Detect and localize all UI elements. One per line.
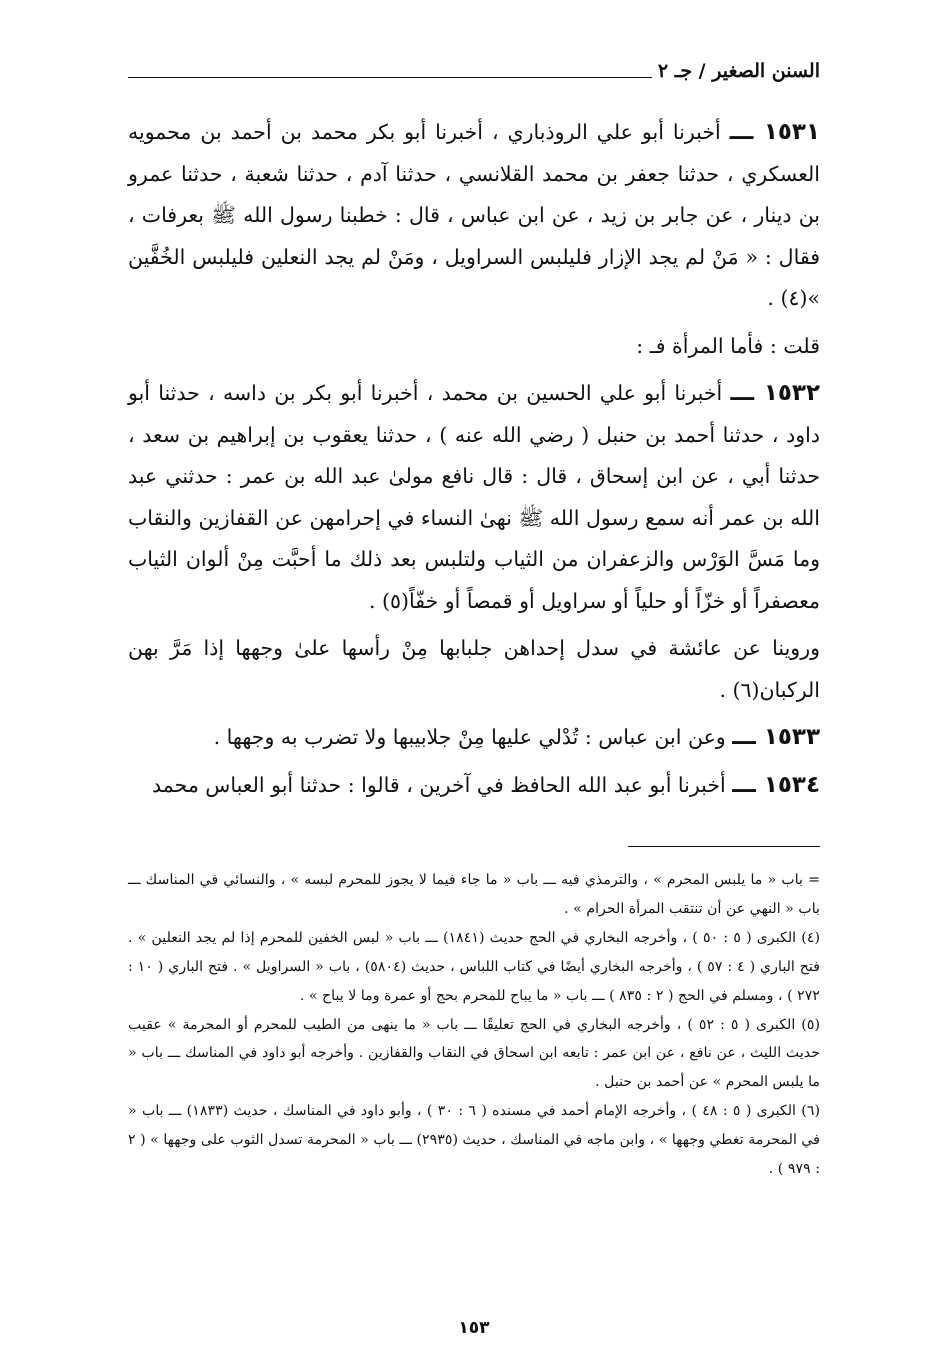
hadith-paragraph bbox=[128, 717, 820, 759]
paragraph-text: وروينا عن عائشة في سدل إحداهن جلبابها مِنْ رأسها علىٰ وجهها إذا مَرَّ بهن الركبان(٦) . bbox=[128, 636, 820, 702]
paragraph-text: قلت : فأما المرأة فـ : bbox=[636, 333, 820, 358]
hadith-number: ١٥٣٣ ـــ bbox=[732, 724, 820, 750]
hadith-text: أخبرنا أبو عبد الله الحافظ في آخرين ، قالوا : حدثنا أبو العباس محمد bbox=[151, 772, 726, 797]
page-number: ١٥٣ bbox=[458, 1318, 490, 1338]
header-rule bbox=[128, 77, 652, 78]
footnotes bbox=[128, 866, 820, 1184]
hadith-text: أخبرنا أبو علي الروذباري ، أخبرنا أبو بكر محمد بن أحمد بن محمويه العسكري ، حدثنا جعفر بن محمد القلانسي ، حدثنا آدم ، حدثنا شعبة ، حدثنا عمرو بن دينار ، عن جابر بن زيد ، عن ابن عباس ، قال : خطبنا رسول الله ﷺ بعرفات ، فقال : « مَنْ لم يجد الإزار فليلبس السراويل ، ومَنْ لم يجد النعلين فليلبس الخُفَّين »(٤) . bbox=[128, 120, 820, 310]
footnote: (٦) الكبرى ( ٥ : ٤٨ ) ، وأخرجه الإمام أحمد في مسنده ( ٦ : ٣٠ ) ، وأبو داود في المناسك ، حديث (١٨٣٣) ـــ باب « في المحرمة تغطي وجهها » ، وابن ماجه في المناسك ، حديث (٢٩٣٥) ـــ باب « المحرمة تسدل الثوب على وجهها » ( ٢ : ٩٧٩ ) . bbox=[127, 1103, 821, 1178]
running-header bbox=[128, 52, 820, 84]
hadith-paragraph bbox=[128, 765, 820, 807]
hadith-number: ١٥٣٢ ـــ bbox=[730, 380, 820, 406]
note-paragraph bbox=[128, 628, 820, 711]
footnote-separator bbox=[628, 846, 820, 847]
note-paragraph bbox=[128, 326, 820, 368]
footnote: (٥) الكبرى ( ٥ : ٥٢ ) ، وأخرجه البخاري في الحج تعليقًا ـــ باب « ما ينهى من الطيب للمحرم أو المحرمة » عقيب حديث الليث ، عن نافع ، عن ابن عمر : تابعه ابن اسحاق في النقاب والقفازين . وأخرجه أبو داود في المناسك ـــ باب « ما يلبس المحرم » عن أحمد بن حنبل . bbox=[128, 1016, 820, 1091]
footnote: = باب « ما يلبس المحرم » ، والترمذي فيه ـــ باب « ما جاء فيما لا يجوز للمحرم لبسه » ، والنسائي في المناسك ـــ باب « النهي عن أن تنتقب المرأة الحرام » . bbox=[128, 872, 820, 917]
footnote: (٤) الكبرى ( ٥ : ٥٠ ) ، وأخرجه البخاري في الحج حديث (١٨٤١) ـــ باب « لبس الخفين للمحرم إذا لم يجد النعلين » . فتح الباري ( ٤ : ٥٧ ) ، وأخرجه البخاري أيضًا في كتاب اللباس ، حديث (٥٨٠٤) ، باب « السراويل » . فتح الباري ( ١٠ : ٢٧٢ ) ، ومسلم في الحج ( ٢ : ٨٣٥ ) ـــ باب « ما يباح للمحرم بحج أو عمرة وما لا يباح » . bbox=[128, 929, 820, 1004]
running-header-title: السنن الصغير / جـ ٢ bbox=[657, 60, 820, 82]
hadith-paragraph bbox=[128, 373, 820, 622]
hadith-paragraph bbox=[128, 112, 820, 320]
hadith-text: وعن ابن عباس : تُدْلي عليها مِنْ جلابيبها ولا تضرب به وجهها . bbox=[213, 725, 726, 749]
hadith-number: ١٥٣١ ـــ bbox=[729, 119, 820, 145]
hadith-number: ١٥٣٤ ـــ bbox=[732, 771, 820, 798]
main-text bbox=[128, 112, 820, 806]
hadith-text: أخبرنا أبو علي الحسين بن محمد ، أخبرنا أبو بكر بن داسه ، حدثنا أبو داود ، حدثنا أحمد بن حنبل ( رضي الله عنه ) ، حدثنا يعقوب بن إبراهيم بن سعد ، حدثنا أبي ، عن ابن إسحاق ، قال : قال نافع مولىٰ عبد الله بن عمر : حدثني عبد الله بن عمر أنه سمع رسول الله ﷺ نهىٰ النساء في إحرامهن عن القفازين والنقاب وما مَسَّ الوَرْس والزعفران من الثياب ولتلبس بعد ذلك ما أحبَّت مِنْ ألوان الثياب معصفراً أو خزّاً أو حلياً أو سراويل أو قمصاً أو خفّاً(٥) . bbox=[128, 381, 820, 613]
